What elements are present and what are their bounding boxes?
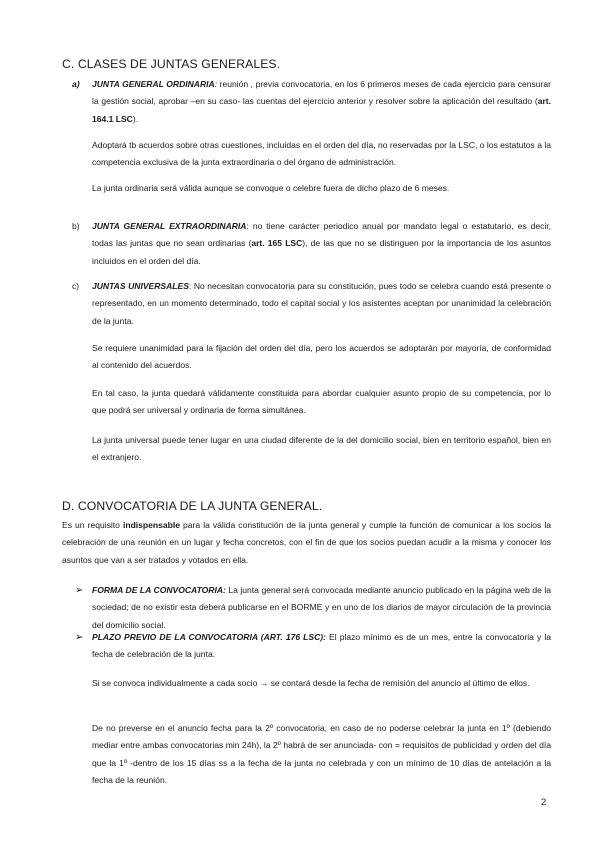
item-c-paragraph-2: Se requiere unanimidad para la fijación del orden del día, pero los acuerdos se adoptarán por mayoría, de conformidad al contenido del acuerdos. bbox=[92, 343, 551, 371]
bullet-2-title: PLAZO PREVIO DE LA CONVOCATORIA (ART. 176 LSC): bbox=[92, 632, 326, 642]
bullet-2-paragraph-3: De no preverse en el anuncio fecha para la 2º convocatoria, en caso de no poderse celebrar la junta en 1º (debiendo mediar entre ambas convocatorias min 24h), la 2º habrá de ser anunciada- con = requisitos de publicidad y orden del día que la 1º -dentro de los 15 días ss a la fecha de la junta no celebrada y con un mínimo de 10 días de antelación a la fecha de la reunión. bbox=[92, 723, 551, 785]
section-d-intro: Es un requisito indispensable para la válida constitución de la junta general y cumple la función de comunicar a los socios la celebración de una reunión en un lugar y fecha concretos, con el fin de que los socios puedan acudir a la misma y conocer los asuntos que van a ser tratados y votados en ella. bbox=[62, 520, 551, 565]
item-a-label: a) bbox=[72, 79, 80, 89]
arrow-bullet-icon: ➢ bbox=[75, 585, 84, 596]
item-b-title: JUNTA GENERAL EXTRAORDINARIA bbox=[92, 221, 247, 231]
item-a-title: JUNTA GENERAL ORDINARIA bbox=[92, 79, 215, 89]
section-c-heading: C. CLASES DE JUNTAS GENERALES. bbox=[62, 57, 281, 71]
bullet-plazo-previo: PLAZO PREVIO DE LA CONVOCATORIA (ART. 176 LSC): El plazo mínimo es de un mes, entre la convocatoria y la fecha de celebración de la junta. bbox=[92, 632, 551, 660]
arrow-bullet-icon: ➢ bbox=[75, 632, 84, 643]
bullet-1-title: FORMA DE LA CONVOCATORIA: bbox=[92, 585, 226, 595]
item-c-title: JUNTAS UNIVERSALES bbox=[92, 281, 189, 291]
item-a-paragraph: JUNTA GENERAL ORDINARIA: reunión , previa convocatoria, en los 6 primeros meses de cada ejercicio para censurar la gestión social, aprobar –en su caso- las cuentas del ejercicio anterior y resolver sobre la aplicación del resultado (art. 164.1 LSC). bbox=[92, 79, 551, 124]
section-d-heading: D. CONVOCATORIA DE LA JUNTA GENERAL. bbox=[62, 499, 323, 513]
bullet-2-paragraph-2: Si se convoca individualmente a cada socio → se contará desde la fecha de remisión del anuncio al último de ellos. bbox=[92, 678, 530, 688]
page-number: 2 bbox=[541, 797, 547, 808]
item-a-paragraph-2: Adoptará tb acuerdos sobre otras cuestiones, incluidas en el orden del día, no reservadas por la LSC, o los estatutos a la competencia exclusiva de la junta extraordinaria o del órgano de administración. bbox=[92, 140, 551, 168]
legal-reference: art. 165 LSC bbox=[251, 238, 303, 249]
item-b-paragraph: JUNTA GENERAL EXTRAORDINARIA: no tiene carácter periodico anual por mandato legal o estatutario, es decir, todas las juntas que no sean ordinarias (art. 165 LSC), de las que no se distinguen por la importancia de los asuntos incluidos en el orden del día. bbox=[92, 221, 551, 266]
item-c-paragraph: JUNTAS UNIVERSALES: No necesitan convocatoria para su constitución, pues todo se celebra cuando está presente o representado, en un momento determinado, todo el capital social y los asistentes aceptan por unanimidad la celebración de la junta. bbox=[92, 281, 551, 326]
item-c-paragraph-4: La junta universal puede tener lugar en una ciudad diferente de la del domicilio social, bien en territorio español, bien en el extranjero. bbox=[92, 435, 551, 463]
item-b-label: b) bbox=[72, 221, 80, 231]
legal-reference: art. 164.1 LSC bbox=[92, 96, 551, 124]
bullet-forma-convocatoria: FORMA DE LA CONVOCATORIA: La junta general será convocada mediante anuncio publicado en la página web de la sociedad; de no existir esta deberá publicarse en el BORME y en uno de los diarios de mayor circulación de la provincia del domicilio social. bbox=[92, 585, 551, 630]
item-a-paragraph-3: La junta ordinaria será válida aunque se convoque o celebre fuera de dicho plazo de 6 meses. bbox=[92, 183, 450, 193]
item-c-label: c) bbox=[72, 281, 80, 291]
item-c-paragraph-3: En tal caso, la junta quedará válidamente constituida para abordar cualquier asunto propio de su competencia, por lo que podrá ser universal y ordinaria de forma simultánea. bbox=[92, 388, 551, 416]
